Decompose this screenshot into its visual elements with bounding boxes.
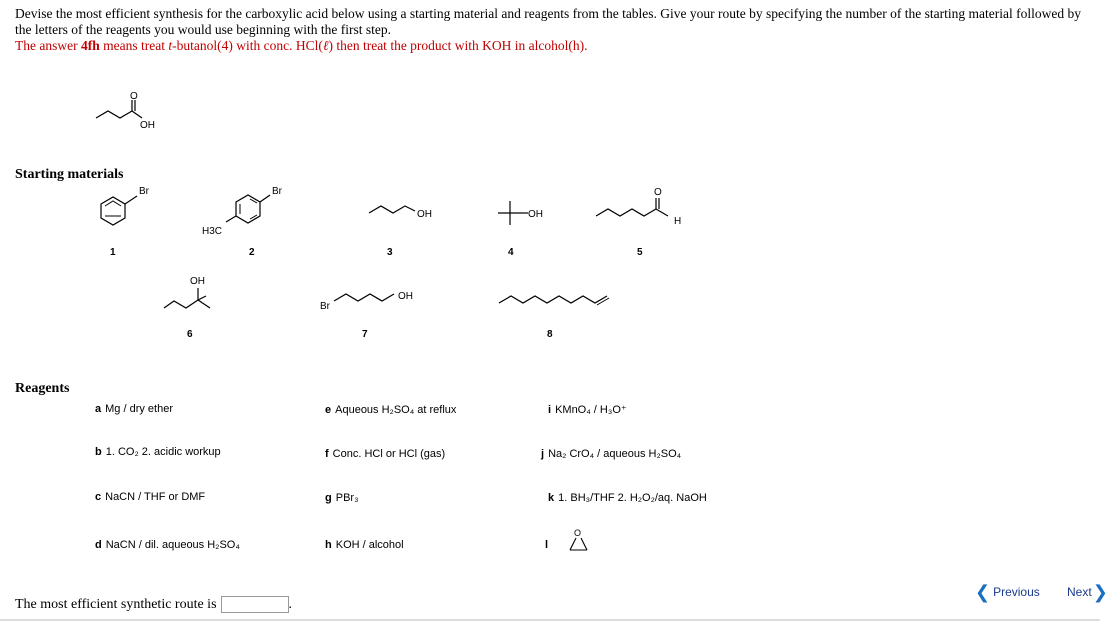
svg-text:Br: Br [272,186,282,197]
svg-text:OH: OH [398,291,413,302]
starting-material-2-structure [200,182,300,237]
chevron-left-icon: ❮ [975,582,991,602]
example-answer-text: The answer 4fh means treat t-butanol(4) with conc. HCl(ℓ) then treat the product with KOH in alcohol(h). [15,38,588,53]
starting-material-1-structure [93,182,163,232]
starting-material-6-number: 6 [187,329,193,340]
reagent-f: f Conc. HCl or HCl (gas) [325,448,446,460]
reagent-j: j Na₂ CrO₄ / aqueous H₂SO₄ [541,448,682,460]
reagent-k: k 1. BH₃/THF 2. H₂O₂/aq. NaOH [548,492,707,504]
starting-material-5-structure [590,180,690,230]
svg-text:O: O [654,187,662,198]
question-instructions: Devise the most efficient synthesis for the carboxylic acid below using a starting material and reagents from the tables. Give your route by specifying the number of the starting material followed by the letters of the reagents you would use beginning with the first step. [15,6,1081,37]
next-button[interactable] [1067,582,1108,602]
starting-material-3-structure [365,195,445,225]
starting-material-8-number: 8 [547,329,553,340]
reagent-i: i KMnO₄ / H₃O⁺ [548,404,627,416]
svg-text:H3C: H3C [202,226,223,237]
starting-material-5-number: 5 [637,247,643,258]
starting-material-6-structure [160,272,230,317]
reagent-c: c NaCN / THF or DMF [95,491,206,503]
answer-row [15,596,292,613]
reagent-e: e Aqueous H₂SO₄ at reflux [325,404,457,416]
svg-text:O: O [130,91,138,102]
starting-material-7-structure [318,283,428,313]
svg-text:OH: OH [528,209,543,220]
reagent-g: g PBr₃ [325,492,359,504]
reagent-h: h KOH / alcohol [325,539,404,551]
question-text [15,6,1090,54]
previous-button[interactable] [975,582,1040,602]
answer-period: . [288,596,293,612]
svg-text:OH: OH [140,120,155,131]
svg-text:H: H [674,216,682,227]
svg-text:Br: Br [320,301,330,312]
starting-material-7-number: 7 [362,329,368,340]
starting-material-8-structure [495,285,635,310]
svg-text:O: O [574,528,582,538]
answer-input[interactable] [221,596,289,613]
chevron-right-icon: ❯ [1092,582,1108,602]
previous-label: Previous [993,585,1040,599]
answer-label: The most efficient synthetic route is [15,596,217,612]
starting-material-4-structure [490,195,550,230]
reagent-b: b 1. CO₂ 2. acidic workup [95,446,221,458]
svg-text:Br: Br [139,186,149,197]
reagent-d: d NaCN / dil. aqueous H₂SO₄ [95,539,240,551]
reagents-heading: Reagents [15,381,70,396]
starting-material-1-number: 1 [110,247,116,258]
starting-material-4-number: 4 [508,247,514,258]
target-molecule [90,91,170,140]
reagent-l: l [545,539,549,551]
reagent-l-epoxide-structure [566,528,596,553]
starting-material-2-number: 2 [249,247,255,258]
starting-material-3-number: 3 [387,247,393,258]
reagent-a: a Mg / dry ether [95,403,173,415]
svg-text:OH: OH [190,276,205,287]
next-label: Next [1067,585,1092,599]
starting-materials-heading: Starting materials [15,167,124,182]
svg-text:OH: OH [417,209,432,220]
